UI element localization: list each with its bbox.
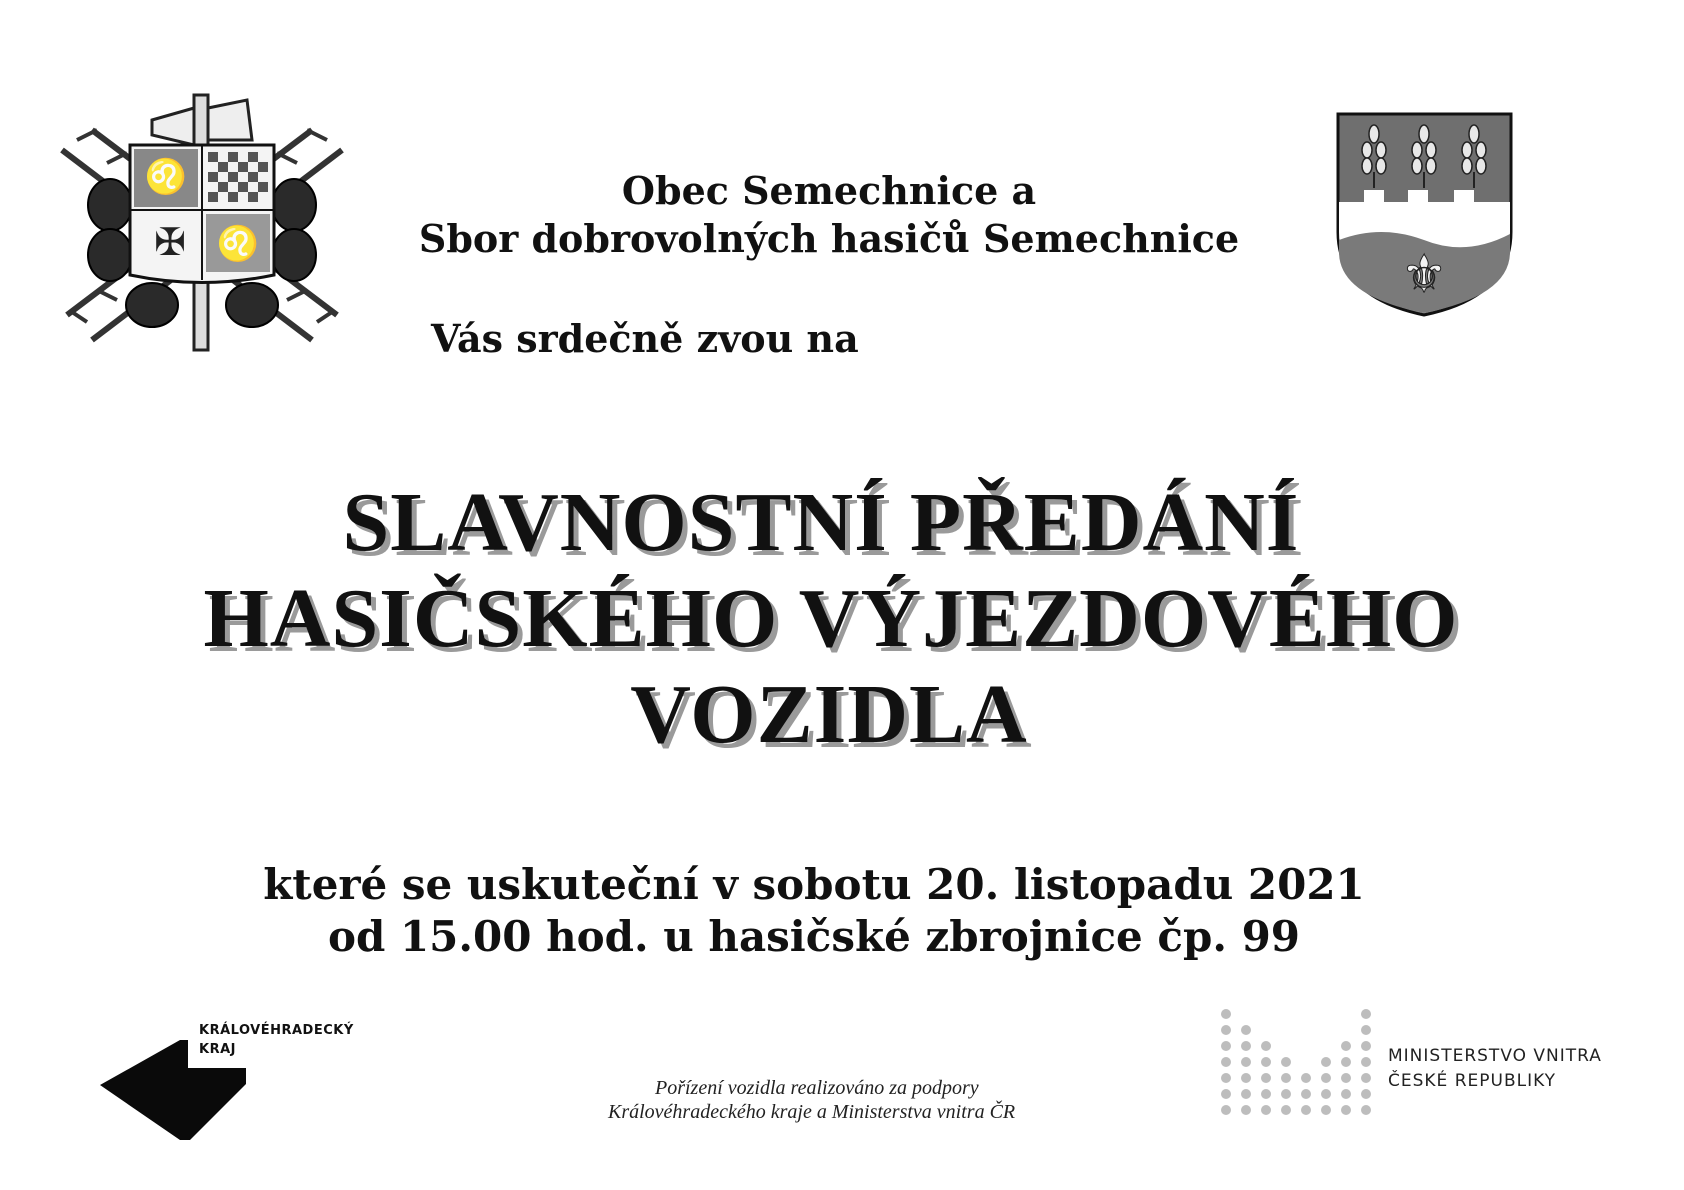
village-coat-of-arms-icon bbox=[1336, 112, 1513, 317]
event-title-line-1: SLAVNOSTNÍ PŘEDÁNÍ bbox=[342, 476, 1300, 569]
event-date-line: které se uskuteční v sobotu 20. listopadu 2021 bbox=[263, 860, 1365, 909]
event-title-line-3: VOZIDLA bbox=[630, 668, 1028, 761]
svg-text:♌: ♌ bbox=[216, 224, 260, 264]
region-logo-line-2: KRAJ bbox=[199, 1042, 236, 1057]
svg-text:♌: ♌ bbox=[144, 157, 188, 197]
support-note-line-2: Královéhradeckého kraje a Ministerstva vnitra ČR bbox=[608, 1101, 1016, 1123]
ministry-logo-line-1: MINISTERSTVO VNITRA bbox=[1388, 1046, 1602, 1066]
organizer-line-2: Sbor dobrovolných hasičů Semechnice bbox=[418, 216, 1240, 261]
ministry-interior-logo-icon bbox=[1220, 1008, 1372, 1120]
organizer-line-1: Obec Semechnice a bbox=[621, 168, 1037, 213]
region-logo-line-1: KRÁLOVÉHRADECKÝ bbox=[199, 1023, 354, 1038]
svg-text:⚜: ⚜ bbox=[1400, 245, 1448, 305]
ministry-logo-line-2: ČESKÉ REPUBLIKY bbox=[1388, 1071, 1557, 1091]
invitation-line: Vás srdečně zvou na bbox=[431, 316, 859, 361]
event-place-line: od 15.00 hod. u hasičské zbrojnice čp. 99 bbox=[327, 912, 1301, 961]
support-note-line-1: Pořízení vozidla realizováno za podpory bbox=[655, 1077, 979, 1099]
event-title-line-2: HASIČSKÉHO VÝJEZDOVÉHO bbox=[203, 572, 1459, 665]
svg-text:✠: ✠ bbox=[154, 220, 186, 264]
